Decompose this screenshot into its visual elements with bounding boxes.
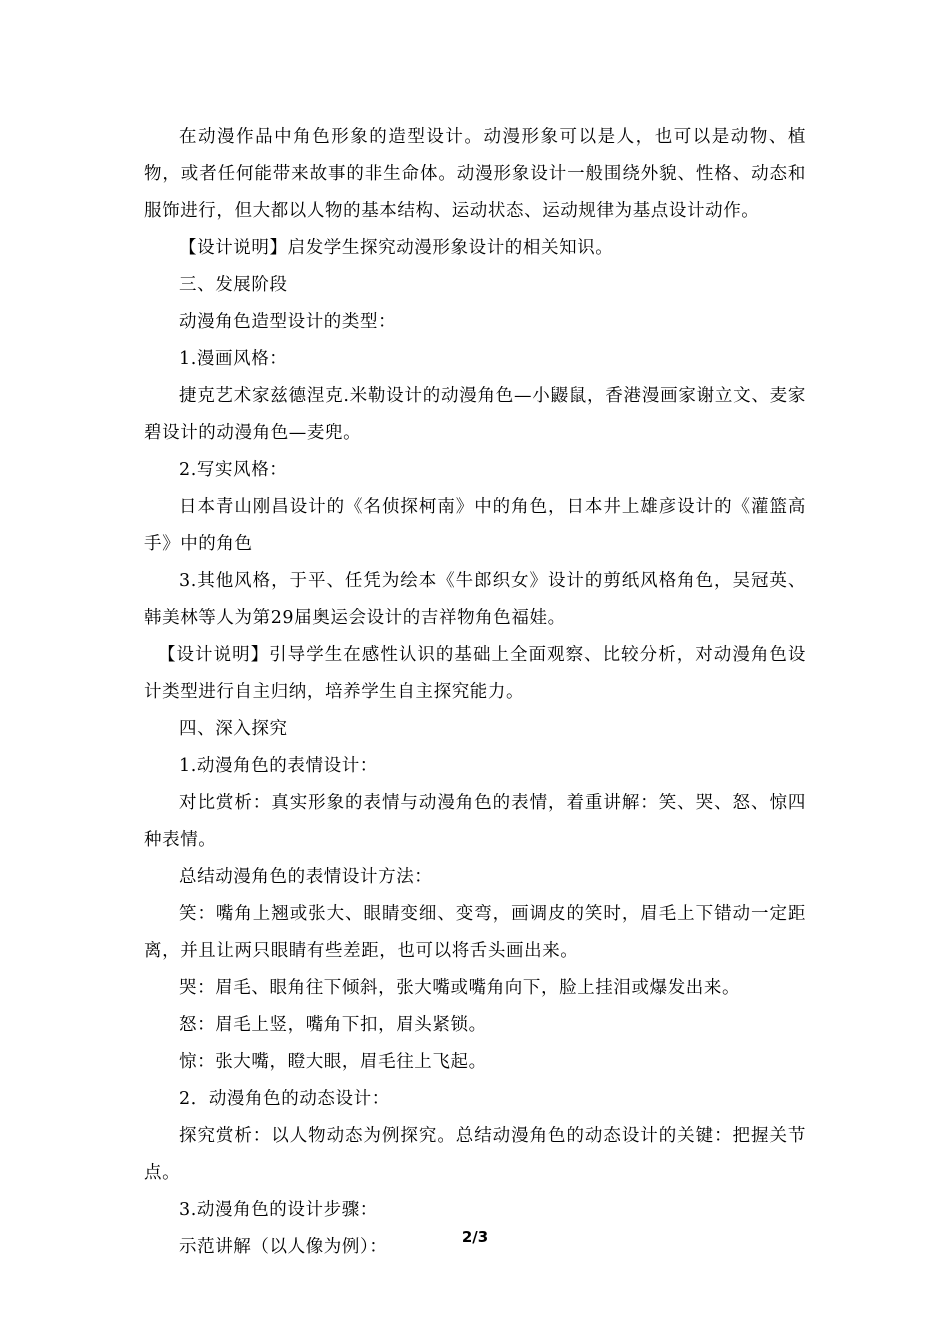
section-heading-4: 四、深入探究 xyxy=(179,719,288,739)
section-heading-3: 三、发展阶段 xyxy=(179,275,288,295)
paragraph-expression-compare: 对比赏析：真实形象的表情与动漫角色的表情，着重讲解：笑、哭、怒、惊四种表情。 xyxy=(144,793,806,850)
paragraph-surprise: 惊：张大嘴，瞪大眼，眉毛往上飞起。 xyxy=(179,1052,487,1072)
list-item-comic-style: 1.漫画风格： xyxy=(179,349,288,369)
paragraph-demo: 示范讲解（以人像为例）： xyxy=(179,1237,388,1257)
page-number: 2/3 xyxy=(461,1228,489,1246)
list-item-other-style: 3.其他风格，于平、任凭为绘本《牛郎织女》设计的剪纸风格角色，吴冠英、韩美林等人为第29届奥运会设计的吉祥物角色福娃。 xyxy=(144,571,806,628)
list-item-realistic-style: 2.写实风格： xyxy=(179,460,288,480)
paragraph-character-design-intro: 在动漫作品中角色形象的造型设计。动漫形象可以是人，也可以是动物、植物，或者任何能带来故事的非生命体。动漫形象设计一般围绕外貌、性格、动态和服饰进行，但大都以人物的基本结构、运动状态、运动规律为基点设计动作。 xyxy=(144,127,806,221)
paragraph-design-types: 动漫角色造型设计的类型： xyxy=(179,312,397,332)
paragraph-comic-style-examples: 捷克艺术家兹德涅克.米勒设计的动漫角色—小鼹鼠，香港漫画家谢立文、麦家碧设计的动漫角色—麦兜。 xyxy=(144,386,806,443)
paragraph-motion-explore: 探究赏析：以人物动态为例探究。总结动漫角色的动态设计的关键：把握关节点。 xyxy=(144,1126,806,1183)
list-item-design-steps: 3.动漫角色的设计步骤： xyxy=(179,1200,378,1220)
list-item-motion-design: 2．动漫角色的动态设计： xyxy=(179,1089,390,1109)
paragraph-design-note-1: 【设计说明】启发学生探究动漫形象设计的相关知识。 xyxy=(179,238,614,258)
paragraph-expression-methods: 总结动漫角色的表情设计方法： xyxy=(179,867,433,887)
paragraph-cry: 哭：眉毛、眼角往下倾斜，张大嘴或嘴角向下，脸上挂泪或爆发出来。 xyxy=(179,978,741,998)
list-item-expression-design: 1.动漫角色的表情设计： xyxy=(179,756,378,776)
paragraph-laugh: 笑：嘴角上翘或张大、眼睛变细、变弯，画调皮的笑时，眉毛上下错动一定距离，并且让两只眼睛有些差距，也可以将舌头画出来。 xyxy=(144,904,806,961)
body-text xyxy=(144,119,806,1266)
paragraph-realistic-style-examples: 日本青山刚昌设计的《名侦探柯南》中的角色，日本井上雄彦设计的《灌篮高手》中的角色 xyxy=(144,497,806,554)
paragraph-anger: 怒：眉毛上竖，嘴角下扣，眉头紧锁。 xyxy=(179,1015,487,1035)
paragraph-design-note-2: 【设计说明】引导学生在感性认识的基础上全面观察、比较分析，对动漫角色设计类型进行自主归纳，培养学生自主探究能力。 xyxy=(144,645,806,702)
